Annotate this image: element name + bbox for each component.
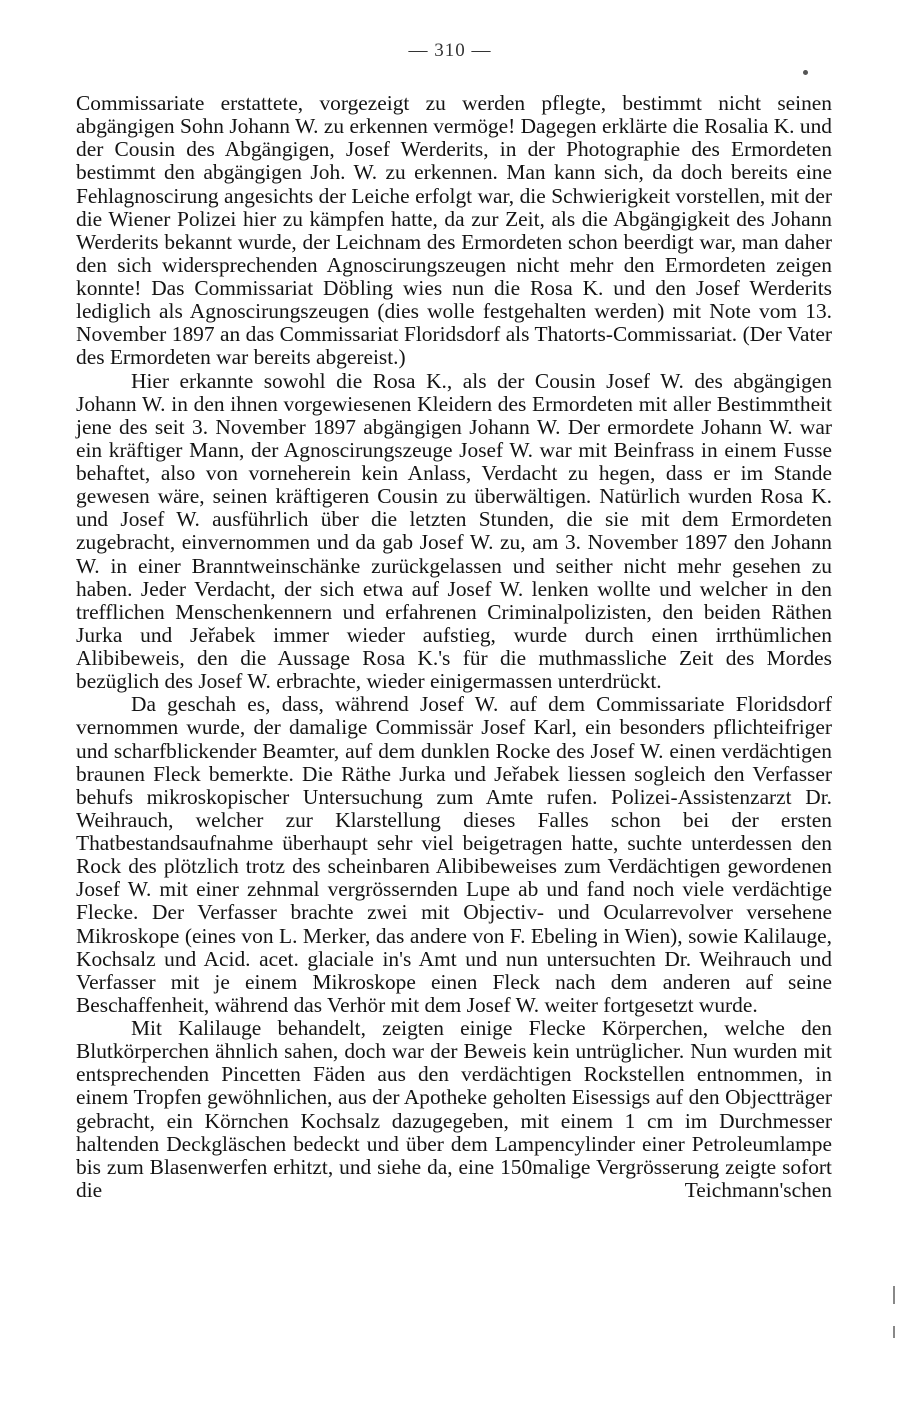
page-edge-mark — [893, 1286, 895, 1304]
paragraph: Hier erkannte sowohl die Rosa K., als der Cousin Josef W. des abgängigen Johann W. in den ihnen vorgewiesenen Kleidern des Ermordeten mit aller Bestimmtheit jene des seit 3. November 1897 abgängigen Johann W. Der ermordete Johann W. war ein kräftiger Mann, der Agnoscirungszeuge Josef W. war mit Beinfrass in einem Fusse behaftet, also von vorneherein kein Anlass, Verdacht zu hegen, dass er im Stande gewesen wäre, seinen kräftigeren Cousin zu überwältigen. Natürlich wurden Rosa K. und Josef W. ausführlich über die letzten Stunden, die sie mit dem Ermordeten zugebracht, einvernommen und da gab Josef W. zu, am 3. November 1897 den Johann W. in einer Branntweinschänke zurückgelassen und seither nicht mehr gesehen zu haben. Jeder Verdacht, der sich etwa auf Josef W. lenken wollte und welcher in den trefflichen Menschenkennern und erfahrenen Criminalpolizisten, den beiden Räthen Jurka und Jeřabek immer wieder aufstieg, wurde durch einen irrthümlichen Alibibeweis, den die Aussage Rosa K.'s für die muthmassliche Zeit des Mordes bezüglich des Josef W. erbrachte, wieder einigermassen unterdrückt. — [76, 368, 832, 694]
body-text — [76, 92, 832, 1202]
paragraph: Da geschah es, dass, während Josef W. auf dem Commissariate Floridsdorf vernommen wurde, der damalige Commissär Josef Karl, ein besonders pflichteifriger und scharfblickender Beamter, auf dem dunklen Rocke des Josef W. einen verdächtigen braunen Fleck bemerkte. Die Räthe Jurka und Jeřabek liessen sogleich den Verfasser behufs mikroskopischer Untersuchung zum Amte rufen. Polizei-Assistenzarzt Dr. Weihrauch, welcher zur Klarstellung dieses Falles schon bei der ersten Thatbestandsaufnahme überhaupt sehr viel beigetragen hatte, suchte unterdessen den Rock des plötzlich trotz des scheinbaren Alibibeweises zum Verdächtigen gewordenen Josef W. mit einer zehnmal vergrössernden Lupe ab und fand noch viele verdächtige Flecke. Der Verfasser brachte zwei mit Objectiv- und Ocularrevolver versehene Mikroskope (eines von L. Merker, das andere von F. Ebeling in Wien), sowie Kalilauge, Kochsalz und Acid. acet. glaciale in's Amt und nun untersuchten Dr. Weihrauch und Verfasser mit je einem Mikroskope einen Fleck nach dem anderen auf seine Beschaffenheit, während das Verhör mit dem Josef W. weiter fortgesetzt wurde. — [76, 692, 832, 1017]
paragraph-continuation: Commissariate erstattete, vorgezeigt zu werden pflegte, bestimmt nicht seinen abgängigen Sohn Johann W. zu erkennen vermöge! Dagegen erklärte die Rosalia K. und der Cousin des Abgängigen, Josef Werderits, in der Photographie des Ermordeten bestimmt den abgängigen Joh. W. zu erkennen. Man kann sich, da doch bereits eine Fehlagnoscirung angesichts der Leiche erfolgt war, die Schwierigkeit vorstellen, mit der die Wiener Polizei hier zu kämpfen hatte, da zur Zeit, als die Abgängigkeit des Johann Werderits bekannt wurde, der Leichnam des Ermordeten schon beerdigt war, man daher den sich widersprechenden Agnoscirungszeugen nicht mehr den Ermordeten zeigen konnte! Das Commissariat Döbling wies nun die Rosa K. und den Josef Werderits lediglich als Agnoscirungszeugen (dies wolle festgehalten werden) mit Note vom 13. November 1897 an das Commissariat Floridsdorf als Thatorts-Commissariat. (Der Vater des Ermordeten war bereits abgereist.) — [76, 91, 832, 370]
paragraph-continued-next-page: Mit Kalilauge behandelt, zeigten einige Flecke Körperchen, welche den Blutkörperchen ähnlich sahen, doch war der Beweis kein untrüglicher. Nun wurden mit entsprechenden Pincetten Fäden aus den verdächtigen Rockstellen entnommen, in einem Tropfen gewöhnlichen, aus der Apotheke geholten Eisessigs auf den Objectträger gebracht, ein Körnchen Kochsalz dazugegeben, mit einem 1 cm im Durchmesser haltenden Deckgläschen bedeckt und über dem Lampencylinder einer Petroleumlampe bis zum Blasenwerfen erhitzt, und siehe da, eine 150malige Vergrösserung zeigte sofort die Teichmann'schen — [76, 1016, 832, 1202]
print-speck — [803, 70, 808, 75]
page-number: — 310 — — [408, 40, 492, 61]
page-edge-mark — [893, 1326, 895, 1338]
